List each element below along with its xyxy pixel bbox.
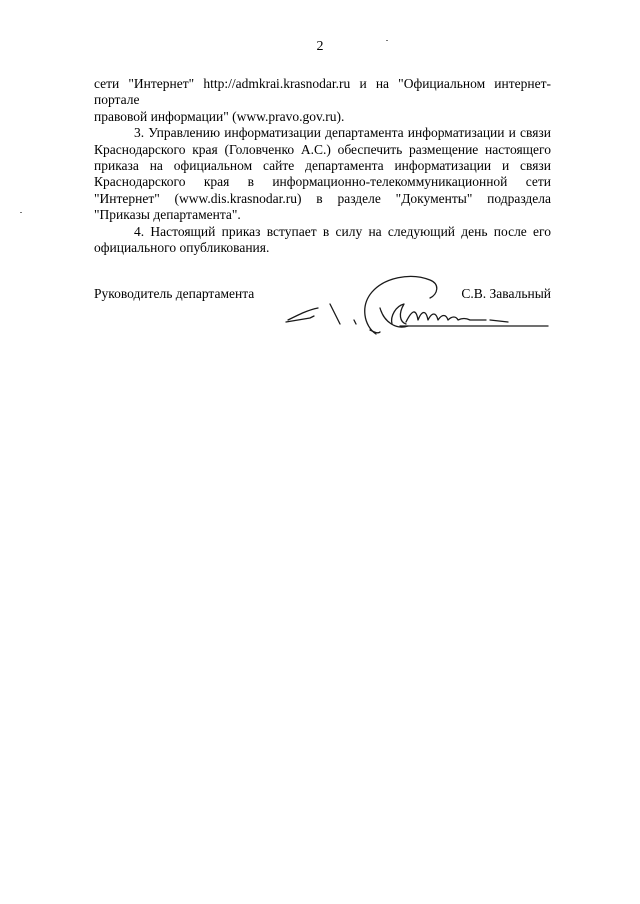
paragraph-continuation (94, 76, 551, 125)
document-body (94, 76, 551, 256)
scan-speck (20, 212, 22, 213)
paragraph-item-3: 3. Управлению информатизации департамента информатизации и связи Краснодарского края (Головченко А.С.) обеспечить размещение настоящего приказа на официальном сайте департамента информатизации и связи Краснодарского края в информационно-телекоммуникационной сети "Интернет" (www.dis.krasnodar.ru) в разделе "Документы" подраздела "Приказы департамента". (94, 125, 551, 223)
signer-title: Руководитель департамента (94, 286, 255, 301)
signer-name: С.В. Завальный (461, 286, 551, 301)
scan-speck (386, 40, 388, 41)
handwritten-signature (280, 264, 550, 344)
page-number: 2 (316, 39, 324, 54)
paragraph-line: сети "Интернет" http://admkrai.krasnodar.ru и на "Официальном интернет-портале (94, 76, 551, 108)
paragraph-line: правовой информации" (www.pravo.gov.ru). (94, 108, 345, 124)
paragraph-item-4: 4. Настоящий приказ вступает в силу на следующий день после его официального опубликования. (94, 223, 551, 256)
